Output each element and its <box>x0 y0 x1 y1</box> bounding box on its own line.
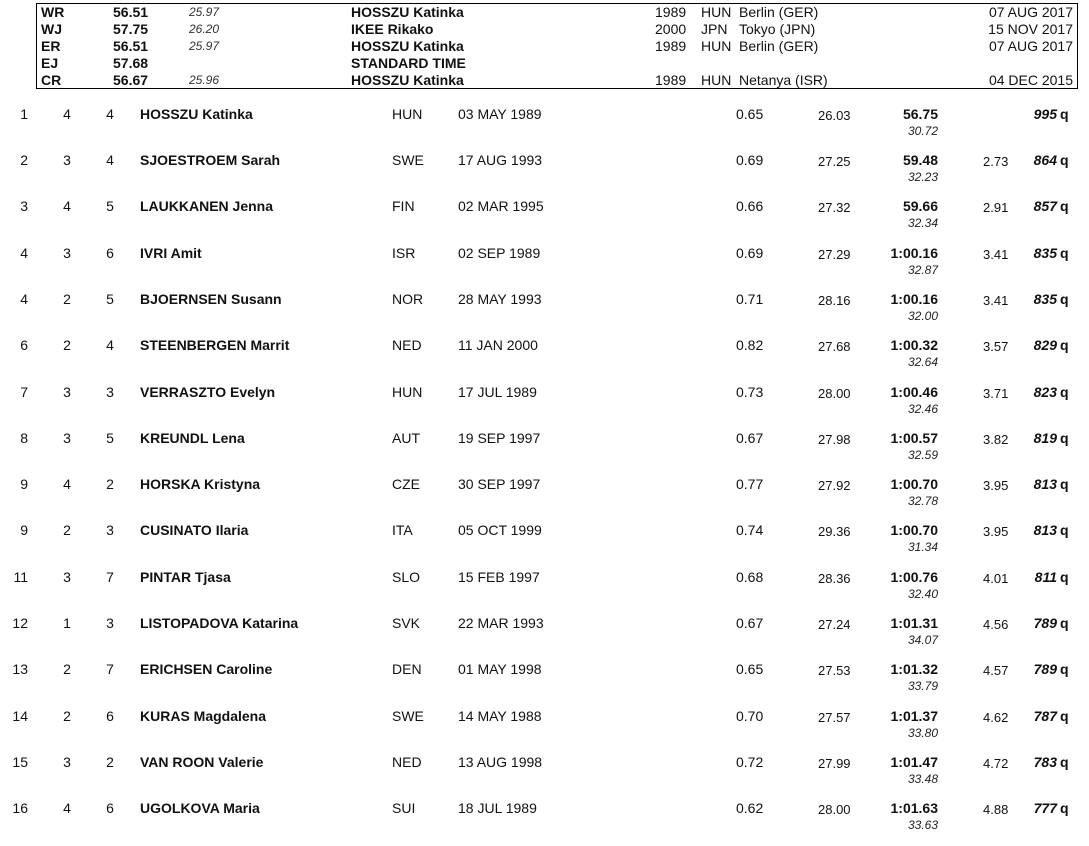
record-year: 1989 <box>655 72 687 88</box>
points: 789 <box>1033 661 1057 677</box>
nation: HUN <box>392 106 423 122</box>
athlete-name: PINTAR Tjasa <box>140 569 231 585</box>
heat: 4 <box>63 106 71 122</box>
split-50m: 27.29 <box>818 247 851 262</box>
athlete-name: UGOLKOVA Maria <box>140 800 260 816</box>
points: 835 <box>1033 291 1057 307</box>
points: 835 <box>1033 245 1057 261</box>
reaction-time: 0.67 <box>736 615 764 631</box>
reaction-time: 0.74 <box>736 522 764 538</box>
record-place: Berlin (GER) <box>739 4 819 20</box>
nation: NED <box>392 754 422 770</box>
record-place: Tokyo (JPN) <box>739 21 816 37</box>
result-row <box>0 615 1089 661</box>
record-place: Netanya (ISR) <box>739 72 828 88</box>
rank: 12 <box>12 615 28 631</box>
result-row <box>0 384 1089 430</box>
rank: 4 <box>20 245 28 261</box>
points: 789 <box>1033 615 1057 631</box>
split-second-50: 33.48 <box>907 772 938 786</box>
split-second-50: 32.78 <box>907 494 938 508</box>
birth-date: 30 SEP 1997 <box>458 476 541 492</box>
split-second-50: 33.63 <box>907 818 938 832</box>
rank: 6 <box>20 337 28 353</box>
birth-date: 19 SEP 1997 <box>458 430 541 446</box>
birth-date: 11 JAN 2000 <box>458 337 538 353</box>
final-time: 1:00.46 <box>890 384 938 400</box>
result-row <box>0 754 1089 800</box>
split-50m: 29.36 <box>818 524 851 539</box>
nation: FIN <box>392 198 415 214</box>
record-row <box>37 55 1077 72</box>
record-year: 2000 <box>655 21 687 37</box>
result-row <box>0 152 1089 198</box>
points: 864 <box>1033 152 1057 168</box>
time-behind: 4.01 <box>983 571 1009 586</box>
birth-date: 18 JUL 1989 <box>458 800 537 816</box>
final-time: 1:00.70 <box>890 522 938 538</box>
split-50m: 27.68 <box>818 339 851 354</box>
time-behind: 4.56 <box>983 617 1009 632</box>
rank: 13 <box>12 661 28 677</box>
records-box <box>36 3 1078 89</box>
nation: NOR <box>392 291 424 307</box>
final-time: 1:01.37 <box>890 708 938 724</box>
points: 777 <box>1033 800 1057 816</box>
record-holder: HOSSZU Katinka <box>351 38 464 54</box>
athlete-name: VAN ROON Valerie <box>140 754 264 770</box>
result-row <box>0 661 1089 707</box>
heat: 4 <box>63 476 71 492</box>
record-holder: HOSSZU Katinka <box>351 72 464 88</box>
heat: 3 <box>63 384 71 400</box>
nation: AUT <box>392 430 420 446</box>
reaction-time: 0.68 <box>736 569 764 585</box>
lane: 4 <box>106 337 114 353</box>
lane: 7 <box>106 569 114 585</box>
result-row <box>0 430 1089 476</box>
qualified-mark: q <box>1060 430 1069 446</box>
record-split: 25.97 <box>189 5 220 19</box>
lane: 4 <box>106 106 114 122</box>
record-row <box>37 21 1077 38</box>
athlete-name: SJOESTROEM Sarah <box>140 152 281 168</box>
record-holder: STANDARD TIME <box>351 55 466 71</box>
split-50m: 28.00 <box>818 386 851 401</box>
lane: 6 <box>106 708 114 724</box>
heat: 2 <box>63 661 71 677</box>
reaction-time: 0.72 <box>736 754 764 770</box>
athlete-name: HOSSZU Katinka <box>140 106 253 122</box>
split-second-50: 32.34 <box>907 216 938 230</box>
heat: 2 <box>63 522 71 538</box>
points: 819 <box>1033 430 1057 446</box>
record-split: 25.97 <box>189 39 220 53</box>
record-code: EJ <box>41 55 59 71</box>
split-50m: 27.99 <box>818 756 851 771</box>
time-behind: 3.71 <box>983 386 1009 401</box>
rank: 15 <box>12 754 28 770</box>
split-second-50: 33.80 <box>907 726 938 740</box>
split-50m: 27.98 <box>818 432 851 447</box>
final-time: 1:00.16 <box>890 245 938 261</box>
time-behind: 2.91 <box>983 200 1009 215</box>
split-50m: 28.36 <box>818 571 851 586</box>
lane: 3 <box>106 615 114 631</box>
lane: 5 <box>106 198 114 214</box>
split-50m: 27.24 <box>818 617 851 632</box>
final-time: 59.66 <box>902 198 938 214</box>
heat: 3 <box>63 152 71 168</box>
rank: 9 <box>20 476 28 492</box>
athlete-name: KURAS Magdalena <box>140 708 267 724</box>
qualified-mark: q <box>1060 754 1069 770</box>
result-row <box>0 522 1089 568</box>
athlete-name: IVRI Amit <box>140 245 202 261</box>
nation: SVK <box>392 615 421 631</box>
nation: HUN <box>392 384 423 400</box>
birth-date: 15 FEB 1997 <box>458 569 540 585</box>
split-second-50: 33.79 <box>907 679 938 693</box>
lane: 4 <box>106 152 114 168</box>
rank: 11 <box>13 569 28 585</box>
split-second-50: 34.07 <box>907 633 938 647</box>
final-time: 1:00.16 <box>890 291 938 307</box>
points: 813 <box>1033 476 1057 492</box>
final-time: 1:00.57 <box>890 430 938 446</box>
heat: 3 <box>63 245 71 261</box>
athlete-name: STEENBERGEN Marrit <box>140 337 290 353</box>
athlete-name: CUSINATO Ilaria <box>140 522 249 538</box>
lane: 2 <box>106 754 114 770</box>
record-code: WJ <box>41 21 62 37</box>
reaction-time: 0.65 <box>736 661 764 677</box>
athlete-name: HORSKA Kristyna <box>140 476 261 492</box>
record-code: ER <box>41 38 61 54</box>
final-time: 1:00.32 <box>890 337 938 353</box>
points: 811 <box>1034 569 1057 585</box>
split-second-50: 32.59 <box>907 448 938 462</box>
split-second-50: 30.72 <box>907 124 938 138</box>
rank: 1 <box>20 106 28 122</box>
points: 813 <box>1033 522 1057 538</box>
reaction-time: 0.73 <box>736 384 764 400</box>
reaction-time: 0.62 <box>736 800 764 816</box>
heat: 4 <box>63 800 71 816</box>
reaction-time: 0.69 <box>736 152 764 168</box>
qualified-mark: q <box>1060 337 1069 353</box>
record-split: 25.96 <box>189 73 220 87</box>
athlete-name: LAUKKANEN Jenna <box>140 198 274 214</box>
record-date: 07 AUG 2017 <box>988 4 1073 20</box>
record-year: 1989 <box>655 4 687 20</box>
record-code: WR <box>41 4 65 20</box>
time-behind: 3.41 <box>983 247 1009 262</box>
split-50m: 26.03 <box>818 108 851 123</box>
reaction-time: 0.70 <box>736 708 764 724</box>
final-time: 56.75 <box>902 106 938 122</box>
lane: 7 <box>106 661 114 677</box>
reaction-time: 0.65 <box>736 106 764 122</box>
qualified-mark: q <box>1060 198 1069 214</box>
reaction-time: 0.82 <box>736 337 764 353</box>
points: 783 <box>1033 754 1057 770</box>
record-date: 07 AUG 2017 <box>988 38 1073 54</box>
birth-date: 17 JUL 1989 <box>458 384 537 400</box>
split-50m: 27.92 <box>818 478 851 493</box>
heat: 2 <box>63 291 71 307</box>
points: 823 <box>1033 384 1057 400</box>
record-date: 15 NOV 2017 <box>988 21 1073 37</box>
lane: 5 <box>106 291 114 307</box>
athlete-name: KREUNDL Lena <box>140 430 245 446</box>
qualified-mark: q <box>1060 661 1069 677</box>
birth-date: 22 MAR 1993 <box>458 615 544 631</box>
record-nation: HUN <box>701 38 732 54</box>
qualified-mark: q <box>1060 522 1069 538</box>
time-behind: 4.72 <box>983 756 1009 771</box>
qualified-mark: q <box>1060 476 1069 492</box>
reaction-time: 0.67 <box>736 430 764 446</box>
birth-date: 01 MAY 1998 <box>458 661 542 677</box>
nation: ISR <box>392 245 416 261</box>
points: 995 <box>1033 106 1057 122</box>
heat: 1 <box>63 615 71 631</box>
birth-date: 05 OCT 1999 <box>458 522 542 538</box>
time-behind: 2.73 <box>983 154 1009 169</box>
result-row <box>0 245 1089 291</box>
qualified-mark: q <box>1060 291 1069 307</box>
lane: 6 <box>106 245 114 261</box>
split-second-50: 32.00 <box>907 309 938 323</box>
qualified-mark: q <box>1060 106 1069 122</box>
time-behind: 3.82 <box>983 432 1009 447</box>
time-behind: 3.57 <box>983 339 1009 354</box>
time-behind: 4.62 <box>983 710 1009 725</box>
record-holder: HOSSZU Katinka <box>351 4 464 20</box>
final-time: 1:00.76 <box>890 569 938 585</box>
record-nation: JPN <box>701 21 728 37</box>
split-second-50: 32.23 <box>907 170 938 184</box>
result-row <box>0 291 1089 337</box>
points: 857 <box>1033 198 1057 214</box>
record-code: CR <box>41 72 62 88</box>
record-row <box>37 72 1077 89</box>
qualified-mark: q <box>1060 615 1069 631</box>
result-row <box>0 708 1089 754</box>
final-time: 59.48 <box>902 152 938 168</box>
final-time: 1:01.47 <box>890 754 938 770</box>
record-time: 57.68 <box>113 55 149 71</box>
final-time: 1:01.63 <box>890 800 938 816</box>
time-behind: 4.57 <box>983 663 1009 678</box>
birth-date: 02 MAR 1995 <box>458 198 544 214</box>
record-time: 56.51 <box>113 38 149 54</box>
time-behind: 3.95 <box>983 478 1009 493</box>
rank: 2 <box>20 152 28 168</box>
heat: 2 <box>63 337 71 353</box>
result-row <box>0 476 1089 522</box>
lane: 6 <box>106 800 114 816</box>
lane: 2 <box>106 476 114 492</box>
nation: SWE <box>392 708 424 724</box>
split-50m: 27.57 <box>818 710 851 725</box>
birth-date: 17 AUG 1993 <box>458 152 543 168</box>
nation: DEN <box>392 661 422 677</box>
heat: 3 <box>63 754 71 770</box>
points: 829 <box>1033 337 1057 353</box>
birth-date: 28 MAY 1993 <box>458 291 542 307</box>
reaction-time: 0.77 <box>736 476 764 492</box>
nation: SWE <box>392 152 424 168</box>
record-time: 57.75 <box>113 21 149 37</box>
heat: 3 <box>63 430 71 446</box>
lane: 5 <box>106 430 114 446</box>
split-second-50: 31.34 <box>907 540 938 554</box>
rank: 14 <box>12 708 28 724</box>
lane: 3 <box>106 522 114 538</box>
result-row <box>0 198 1089 244</box>
result-row <box>0 337 1089 383</box>
heat: 3 <box>63 569 71 585</box>
split-second-50: 32.40 <box>907 587 938 601</box>
split-50m: 27.32 <box>818 200 851 215</box>
record-nation: HUN <box>701 4 732 20</box>
qualified-mark: q <box>1060 569 1069 585</box>
athlete-name: VERRASZTO Evelyn <box>140 384 276 400</box>
split-50m: 28.00 <box>818 802 851 817</box>
rank: 4 <box>20 291 28 307</box>
nation: SUI <box>392 800 416 816</box>
points: 787 <box>1033 708 1057 724</box>
record-row <box>37 38 1077 55</box>
nation: CZE <box>392 476 420 492</box>
athlete-name: LISTOPADOVA Katarina <box>140 615 299 631</box>
result-row <box>0 800 1089 846</box>
qualified-mark: q <box>1060 800 1069 816</box>
time-behind: 3.95 <box>983 524 1009 539</box>
split-50m: 28.16 <box>818 293 851 308</box>
record-nation: HUN <box>701 72 732 88</box>
qualified-mark: q <box>1060 708 1069 724</box>
heat: 4 <box>63 198 71 214</box>
final-time: 1:01.32 <box>890 661 938 677</box>
qualified-mark: q <box>1060 384 1069 400</box>
reaction-time: 0.66 <box>736 198 764 214</box>
rank: 16 <box>12 800 28 816</box>
record-place: Berlin (GER) <box>739 38 819 54</box>
final-time: 1:00.70 <box>890 476 938 492</box>
split-second-50: 32.87 <box>907 263 938 277</box>
record-row <box>37 4 1077 21</box>
qualified-mark: q <box>1060 152 1069 168</box>
birth-date: 02 SEP 1989 <box>458 245 541 261</box>
record-holder: IKEE Rikako <box>351 21 434 37</box>
nation: ITA <box>392 522 413 538</box>
nation: SLO <box>392 569 421 585</box>
qualified-mark: q <box>1060 245 1069 261</box>
split-50m: 27.25 <box>818 154 851 169</box>
birth-date: 13 AUG 1998 <box>458 754 543 770</box>
birth-date: 03 MAY 1989 <box>458 106 542 122</box>
nation: NED <box>392 337 422 353</box>
result-row <box>0 569 1089 615</box>
rank: 9 <box>20 522 28 538</box>
time-behind: 3.41 <box>983 293 1009 308</box>
record-date: 04 DEC 2015 <box>988 72 1073 88</box>
rank: 8 <box>20 430 28 446</box>
time-behind: 4.88 <box>983 802 1009 817</box>
result-row <box>0 106 1089 152</box>
record-time: 56.67 <box>113 72 149 88</box>
heat: 2 <box>63 708 71 724</box>
athlete-name: ERICHSEN Caroline <box>140 661 273 677</box>
split-second-50: 32.46 <box>907 402 938 416</box>
final-time: 1:01.31 <box>890 615 938 631</box>
record-split: 26.20 <box>189 22 220 36</box>
athlete-name: BJOERNSEN Susann <box>140 291 282 307</box>
record-year: 1989 <box>655 38 687 54</box>
rank: 7 <box>20 384 28 400</box>
reaction-time: 0.71 <box>736 291 764 307</box>
rank: 3 <box>20 198 28 214</box>
birth-date: 14 MAY 1988 <box>458 708 542 724</box>
lane: 3 <box>106 384 114 400</box>
record-time: 56.51 <box>113 4 149 20</box>
reaction-time: 0.69 <box>736 245 764 261</box>
split-50m: 27.53 <box>818 663 851 678</box>
split-second-50: 32.64 <box>907 355 938 369</box>
